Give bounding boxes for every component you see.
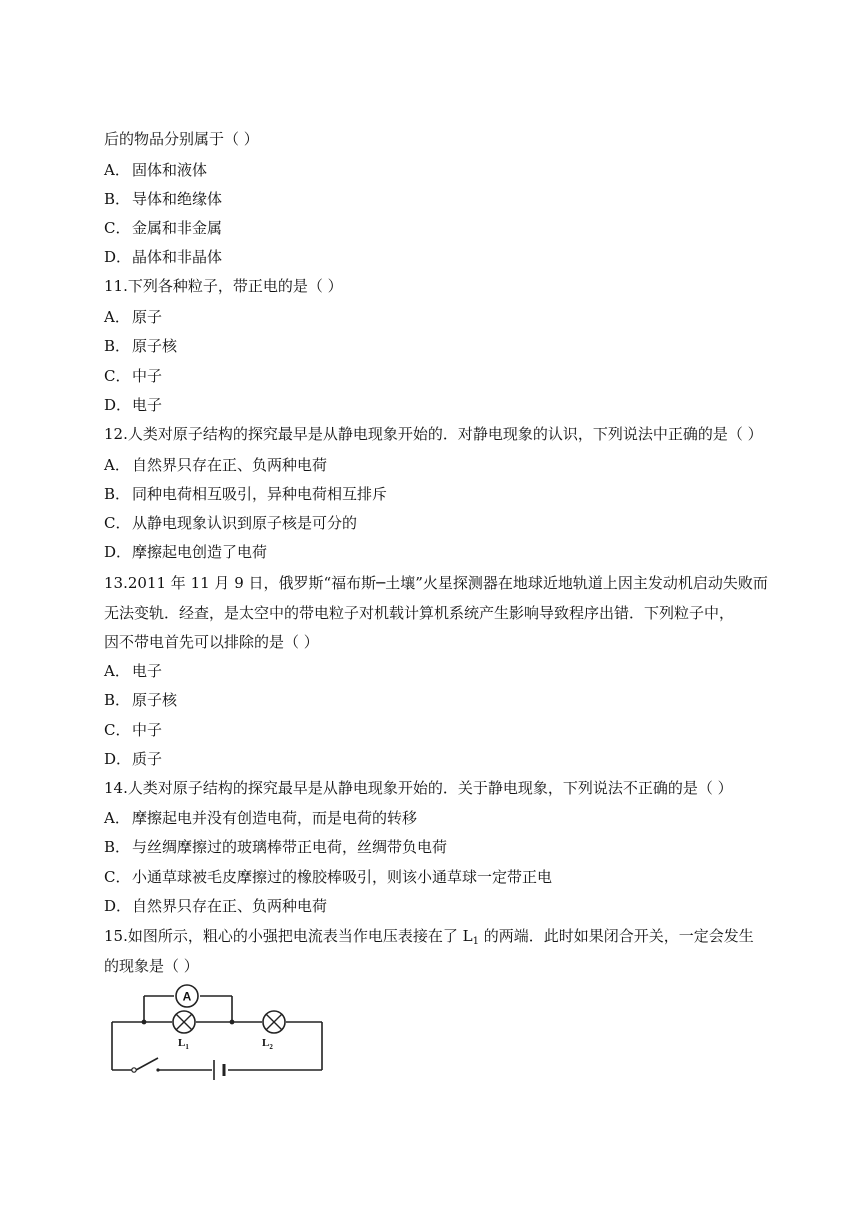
circuit-diagram xyxy=(102,984,338,1084)
junction-right xyxy=(230,1020,235,1025)
q13-option-a[interactable]: A． 电子 xyxy=(104,662,163,680)
q12-option-a[interactable]: A． 自然界只存在正、负两种电荷 xyxy=(104,456,328,474)
lamp-l1-icon xyxy=(173,1011,195,1033)
q10-option-c[interactable]: C． 金属和非金属 xyxy=(104,219,223,237)
q13-option-b[interactable]: B． 原子核 xyxy=(104,691,178,709)
q10-option-d[interactable]: D．晶体和非晶体 xyxy=(104,248,223,266)
q12-option-b[interactable]: B． 同种电荷相互吸引，异种电荷相互排斥 xyxy=(104,485,388,503)
q15-stem-line-2: 的现象是（ ） xyxy=(104,957,199,975)
ammeter-label: A xyxy=(182,989,192,1004)
q14-option-a[interactable]: A． 摩擦起电并没有创造电荷，而是电荷的转移 xyxy=(104,809,418,827)
q13-option-c[interactable]: C． 中子 xyxy=(104,721,163,739)
ammeter-icon xyxy=(176,985,198,1007)
q14-option-d[interactable]: D．自然界只存在正、负两种电荷 xyxy=(104,897,328,915)
q11-option-b[interactable]: B． 原子核 xyxy=(104,337,178,355)
q11-stem: 11.下列各种粒子，带正电的是（ ） xyxy=(104,277,343,295)
q14-option-c[interactable]: C． 小通草球被毛皮摩擦过的橡胶棒吸引，则该小通草球一定带正电 xyxy=(104,868,553,886)
q12-stem: 12.人类对原子结构的探究最早是从静电现象开始的．对静电现象的认识，下列说法中正确的是（ ） xyxy=(104,425,763,443)
junction-left xyxy=(142,1020,147,1025)
q10-option-b[interactable]: B． 导体和绝缘体 xyxy=(104,190,223,208)
switch-contact-right xyxy=(156,1068,159,1071)
q14-option-b[interactable]: B． 与丝绸摩擦过的玻璃棒带正电荷，丝绸带负电荷 xyxy=(104,838,448,856)
q13-stem-line-2: 无法变轨．经查，是太空中的带电粒子对机载计算机系统产生影响导致程序出错．下列粒子中， xyxy=(104,604,735,622)
q13-stem-line-1: 13.2011 年 11 月 9 日，俄罗斯“福布斯─土壤”火星探测器在地球近地轨道上因主发动机启动失败而 xyxy=(104,574,768,592)
q11-option-c[interactable]: C． 中子 xyxy=(104,367,163,385)
q12-option-c[interactable]: C． 从静电现象认识到原子核是可分的 xyxy=(104,514,358,532)
lamp-l2-icon xyxy=(263,1011,285,1033)
switch-contact-left xyxy=(132,1068,136,1072)
q14-stem: 14.人类对原子结构的探究最早是从静电现象开始的．关于静电现象，下列说法不正确的是（ ） xyxy=(104,779,733,797)
q11-option-a[interactable]: A． 原子 xyxy=(104,308,163,326)
q13-stem-line-3: 因不带电首先可以排除的是（ ） xyxy=(104,633,319,651)
q11-option-d[interactable]: D．电子 xyxy=(104,396,163,414)
switch-blade xyxy=(136,1058,158,1070)
q15-stem-line-1: 15.如图所示，粗心的小强把电流表当作电压表接在了 $L_1$ 的两端．此时如果闭合开关，一定会发生 xyxy=(104,927,754,947)
q10-stem-tail: 后的物品分别属于（ ） xyxy=(104,130,259,148)
lamp-l1-label: $L_1$ xyxy=(178,1037,189,1051)
q12-option-d[interactable]: D．摩擦起电创造了电荷 xyxy=(104,543,268,561)
lamp-l2-label: $L_2$ xyxy=(262,1037,273,1051)
q10-option-a[interactable]: A． 固体和液体 xyxy=(104,161,208,179)
q13-option-d[interactable]: D．质子 xyxy=(104,750,163,768)
